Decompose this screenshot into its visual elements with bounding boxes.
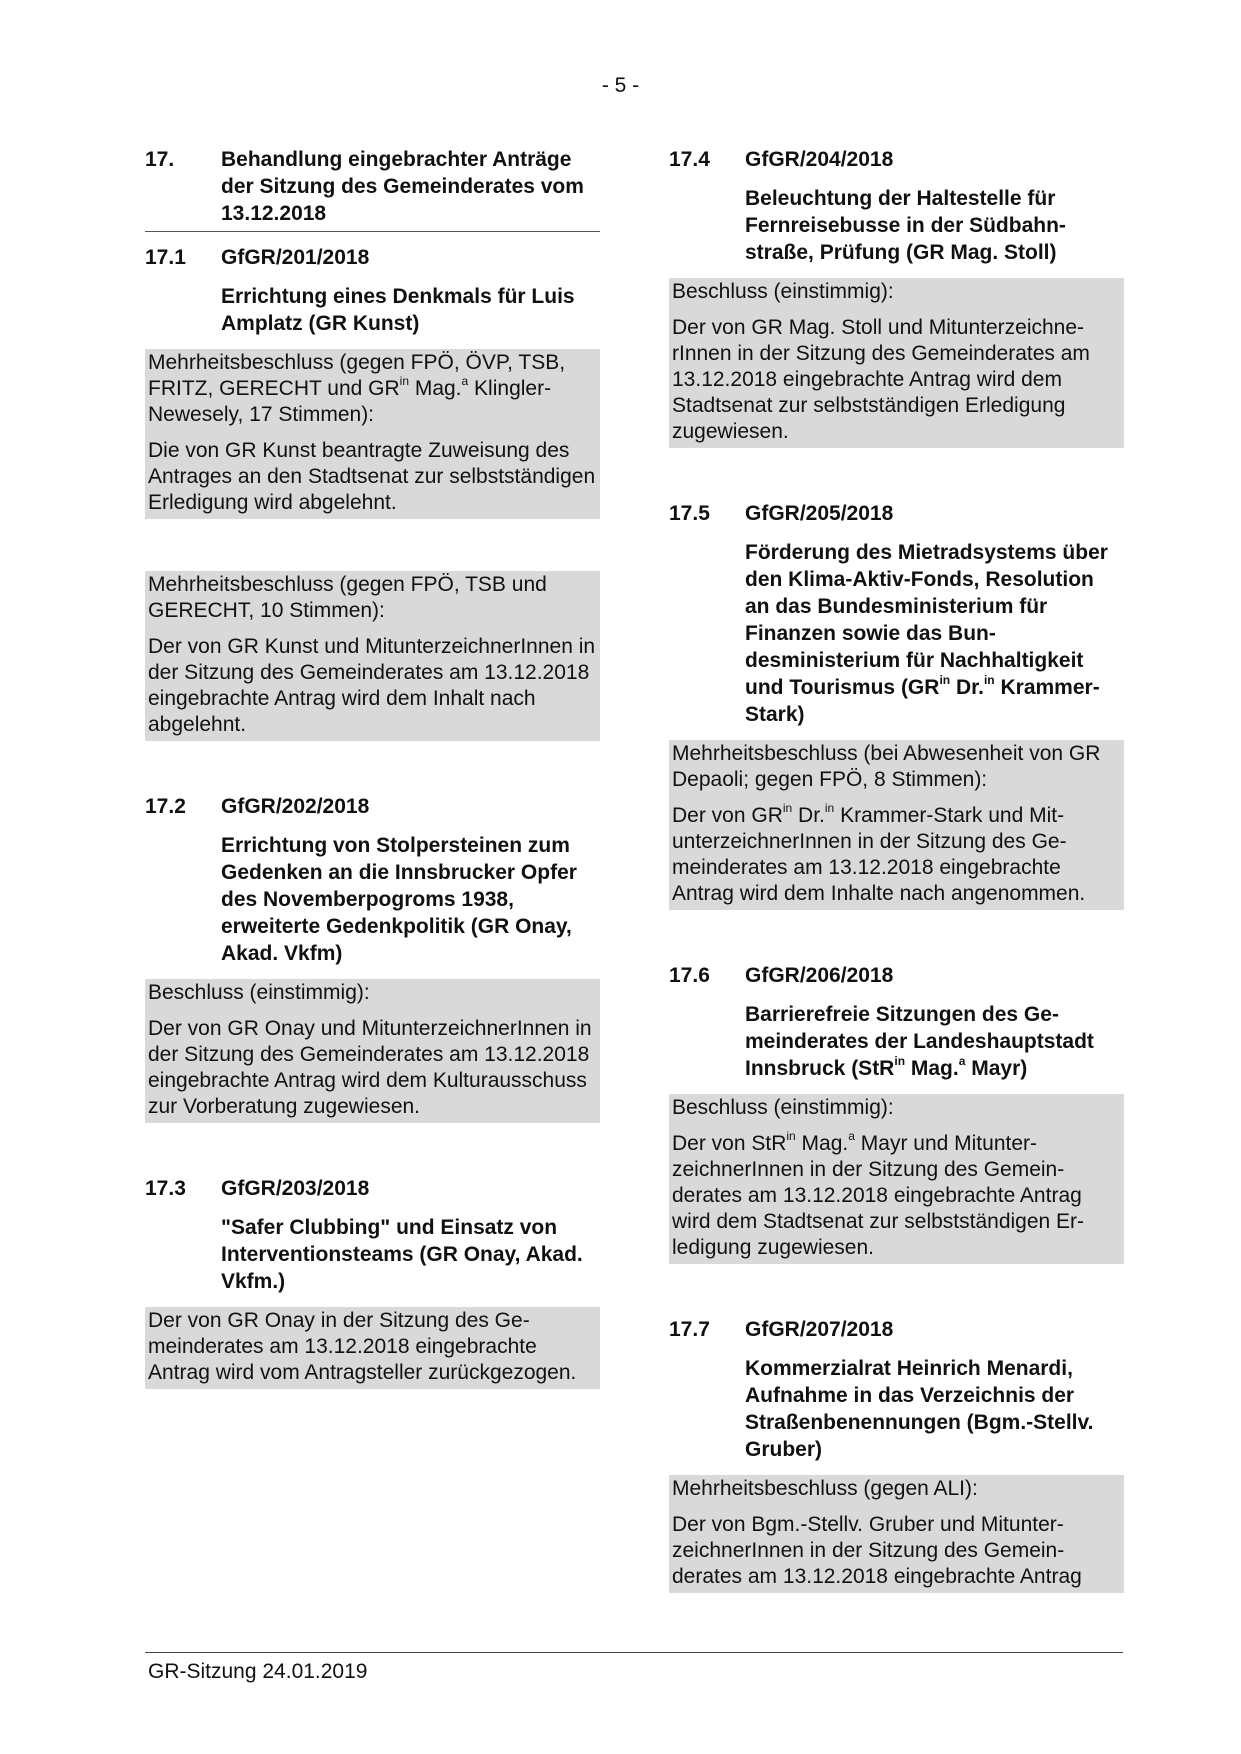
resolution-text: Der von GR Onay und MitunterzeichnerInnen in der Sitzung des Gemeinderates am 13.12.2018 eingebrachte Antrag wird dem Kulturausschuss zur Vorberatung zugewiesen.	[148, 1017, 592, 1118]
item-heading	[669, 1316, 1124, 1343]
item-number: 17.3	[145, 1177, 186, 1200]
item-heading	[145, 244, 600, 271]
page-number: - 5 -	[601, 74, 640, 97]
resolution-block	[145, 571, 600, 741]
section-number: 17.	[145, 148, 175, 171]
left-column	[145, 146, 600, 1389]
item-heading	[669, 500, 1124, 527]
item-heading	[669, 962, 1124, 989]
agenda-item-17-4	[669, 146, 1124, 448]
agenda-item-17-5	[669, 500, 1124, 910]
item-title: Barrierefreie Sitzungen des Gemeinderates der Landeshauptstadt Innsbruck (StR$^{in}$ Mag.$^a$ Mayr)	[745, 1003, 1094, 1080]
item-title: "Safer Clubbing" und Einsatz von Interventionsteams (GR Onay, Akad. Vkfm.)	[221, 1216, 583, 1293]
item-title: Kommerzialrat Heinrich Menardi, Aufnahme in das Verzeichnis der Straßenbenennungen (Bgm.-Stellv. Gruber)	[745, 1357, 1094, 1461]
resolution-text: Der von GR Mag. Stoll und MitunterzeichnerInnen in der Sitzung des Gemeinderates am 13.12.2018 eingebrachte Antrag wird dem Stadtsenat zur selbstständigen Erledigung zugewiesen.	[672, 316, 1090, 443]
resolution-text: Der von GR Onay in der Sitzung des Gemeinderates am 13.12.2018 eingebrachte Antrag wird vom Antragsteller zurückgezogen.	[148, 1309, 577, 1384]
decision-label: Beschluss (einstimmig):	[672, 280, 894, 303]
item-reference: GfGR/203/2018	[221, 1177, 370, 1200]
item-number: 17.1	[145, 246, 186, 269]
item-reference: GfGR/207/2018	[745, 1318, 894, 1341]
right-column	[669, 146, 1124, 1593]
item-reference: GfGR/201/2018	[221, 246, 370, 269]
resolution-text: Der von StR$^{in}$ Mag.$^a$ Mayr und MitunterzeichnerInnen in der Sitzung des Gemeinderates am 13.12.2018 eingebrachte Antrag wird dem Stadtsenat zur selbstständigen Erledigung zugewiesen.	[672, 1129, 1085, 1259]
agenda-item-17-2	[145, 793, 600, 1123]
section-heading	[145, 146, 600, 232]
decision-label: Beschluss (einstimmig):	[672, 1096, 894, 1119]
item-title: Förderung des Mietradsystems über den Klima-Aktiv-Fonds, Resolution an das Bundesministerium für Finanzen sowie das Bundesministerium für Nachhaltigkeit und Tourismus ($GR^{in}$ Dr.$^{in}$ Krammer-Stark)	[745, 541, 1108, 726]
resolution-text: Der von GR Kunst und MitunterzeichnerInnen in der Sitzung des Gemeinderates am 13.12.2018 eingebrachte Antrag wird dem Inhalt nach abgelehnt.	[148, 635, 596, 736]
footer-divider	[145, 1652, 1123, 1653]
resolution-text: Der von Bgm.-Stellv. Gruber und MitunterzeichnerInnen in der Sitzung des Gemeinderates am 13.12.2018 eingebrachte Antrag	[672, 1513, 1082, 1588]
item-title: Errichtung von Stolpersteinen zum Gedenken an die Innsbrucker Opfer des Novemberpogroms 1938, erweiterte Gedenkpolitik (GR Onay, Akad. Vkfm)	[221, 834, 577, 965]
agenda-item-17-3	[145, 1175, 600, 1389]
item-number: 17.5	[669, 502, 710, 525]
resolution-block	[145, 979, 600, 1123]
decision-label: Mehrheitsbeschluss (bei Abwesenheit von GR Depaoli; gegen FPÖ, 8 Stimmen):	[672, 742, 1101, 791]
item-heading	[145, 793, 600, 820]
item-heading	[669, 146, 1124, 173]
resolution-block	[669, 278, 1124, 448]
section-title: Behandlung eingebrachter Anträge der Sitzung des Gemeinderates vom 13.12.2018	[221, 148, 584, 225]
item-reference: GfGR/206/2018	[745, 964, 894, 987]
decision-label: Mehrheitsbeschluss (gegen FPÖ, TSB und GERECHT, 10 Stimmen):	[148, 573, 547, 622]
item-heading	[145, 1175, 600, 1202]
item-reference: GfGR/202/2018	[221, 795, 370, 818]
resolution-block	[145, 349, 600, 519]
item-reference: GfGR/205/2018	[745, 502, 894, 525]
resolution-block	[145, 1307, 600, 1389]
item-title: Errichtung eines Denkmals für Luis Amplatz (GR Kunst)	[221, 285, 575, 335]
footer-text: GR-Sitzung 24.01.2019	[148, 1660, 368, 1683]
resolution-block	[669, 740, 1124, 910]
agenda-item-17-7	[669, 1316, 1124, 1593]
item-number: 17.6	[669, 964, 710, 987]
resolution-block	[669, 1094, 1124, 1264]
agenda-item-17-1	[145, 244, 600, 741]
item-number: 17.7	[669, 1318, 710, 1341]
decision-label: Mehrheitsbeschluss (gegen ALI):	[672, 1477, 978, 1500]
decision-label: Beschluss (einstimmig):	[148, 981, 370, 1004]
item-title: Beleuchtung der Haltestelle für Fernreisebusse in der Südbahnstraße, Prüfung (GR Mag. Stoll)	[745, 187, 1066, 264]
item-number: 17.4	[669, 148, 710, 171]
resolution-text: Die von GR Kunst beantragte Zuweisung des Antrages an den Stadtsenat zur selbstständigen Erledigung wird abgelehnt.	[148, 439, 596, 514]
resolution-block	[669, 1475, 1124, 1593]
agenda-item-17-6	[669, 962, 1124, 1264]
resolution-text: Der von $GR^{in}$ Dr.$^{in}$ Krammer-Stark und MitunterzeichnerInnen in der Sitzung des Gemeinderates am 13.12.2018 eingebrachte Antrag wird dem Inhalte nach angenommen.	[672, 801, 1086, 905]
item-number: 17.2	[145, 795, 186, 818]
decision-label: Mehrheitsbeschluss (gegen FPÖ, ÖVP, TSB, FRITZ, GERECHT und $GR^{in}$ Mag.$^a$ Klingler-Newesely, 17 Stimmen):	[148, 351, 566, 426]
item-reference: GfGR/204/2018	[745, 148, 894, 171]
